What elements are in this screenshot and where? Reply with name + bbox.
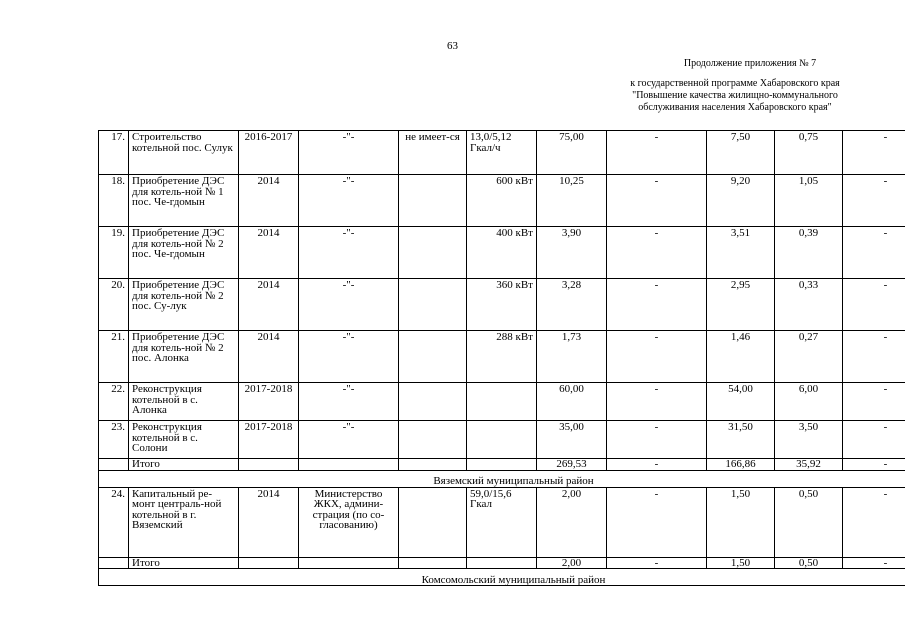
federal-budget: - <box>607 175 707 227</box>
capacity <box>467 421 537 459</box>
executor: -"- <box>299 331 399 383</box>
total-amount: 35,00 <box>537 421 607 459</box>
total-amount: 2,00 <box>537 487 607 557</box>
design-documentation <box>399 175 467 227</box>
total-label: Итого <box>129 557 239 569</box>
local-budget: 1,05 <box>775 175 843 227</box>
local-budget: 0,27 <box>775 331 843 383</box>
local-budget: 0,75 <box>775 131 843 175</box>
regional-budget: 2,95 <box>707 279 775 331</box>
federal-budget: - <box>607 131 707 175</box>
local-budget: 3,50 <box>775 421 843 459</box>
regional-budget: 1,50 <box>707 557 775 569</box>
appendix-line-3: обслуживания населения Хабаровского края" <box>638 102 832 113</box>
section-row <box>99 569 905 586</box>
object-name: Реконструкция котельной в с. Алонка <box>129 383 239 421</box>
implementation-years: 2014 <box>239 487 299 557</box>
federal-budget: - <box>607 421 707 459</box>
design-documentation <box>399 331 467 383</box>
federal-budget: - <box>607 383 707 421</box>
table-row <box>99 331 905 383</box>
local-budget: 0,50 <box>775 557 843 569</box>
local-budget: 35,92 <box>775 459 843 471</box>
total-amount: 60,00 <box>537 383 607 421</box>
executor: -"- <box>299 227 399 279</box>
local-budget: 0,50 <box>775 487 843 557</box>
table-row <box>99 175 905 227</box>
regional-budget: 54,00 <box>707 383 775 421</box>
implementation-years: 2017-2018 <box>239 383 299 421</box>
other-sources: - <box>843 557 905 569</box>
design-documentation <box>399 279 467 331</box>
row-number: 20. <box>99 279 129 331</box>
object-name: Капитальный ре-монт централь-ной котельной в г. Вяземский <box>129 487 239 557</box>
capacity: 360 кВт <box>467 279 537 331</box>
capacity: 288 кВт <box>467 331 537 383</box>
implementation-years: 2016-2017 <box>239 131 299 175</box>
regional-budget: 1,46 <box>707 331 775 383</box>
executor: Министерство ЖКХ, админи-страция (по со-гласованию) <box>299 487 399 557</box>
federal-budget: - <box>607 227 707 279</box>
section-row <box>99 470 905 487</box>
federal-budget: - <box>607 331 707 383</box>
other-sources: - <box>843 175 905 227</box>
local-budget: 0,33 <box>775 279 843 331</box>
design-documentation <box>399 487 467 557</box>
implementation-years: 2014 <box>239 175 299 227</box>
object-name: Приобретение ДЭС для котель-ной № 2 пос. Че-гдомын <box>129 227 239 279</box>
row-number: 19. <box>99 227 129 279</box>
row-number: 24. <box>99 487 129 557</box>
capacity: 59,0/15,6 Гкал <box>467 487 537 557</box>
appendix-continuation: Продолжение приложения № 7 <box>683 58 817 69</box>
program-table <box>98 130 905 586</box>
table-row <box>99 421 905 459</box>
object-name: Приобретение ДЭС для котель-ной № 2 пос. Алонка <box>129 331 239 383</box>
other-sources: - <box>843 331 905 383</box>
local-budget: 6,00 <box>775 383 843 421</box>
total-row <box>99 459 905 471</box>
other-sources: - <box>843 459 905 471</box>
design-documentation <box>399 421 467 459</box>
executor: -"- <box>299 131 399 175</box>
object-name: Реконструкция котельной в с. Солони <box>129 421 239 459</box>
other-sources: - <box>843 383 905 421</box>
total-label: Итого <box>129 459 239 471</box>
object-name: Строительство котельной пос. Сулук <box>129 131 239 175</box>
other-sources: - <box>843 227 905 279</box>
federal-budget: - <box>607 279 707 331</box>
table-body <box>99 131 905 586</box>
row-number: 22. <box>99 383 129 421</box>
federal-budget: - <box>607 487 707 557</box>
row-number: 17. <box>99 131 129 175</box>
other-sources: - <box>843 279 905 331</box>
total-amount: 75,00 <box>537 131 607 175</box>
implementation-years: 2014 <box>239 227 299 279</box>
executor: -"- <box>299 279 399 331</box>
other-sources: - <box>843 421 905 459</box>
row-number: 23. <box>99 421 129 459</box>
design-documentation <box>399 227 467 279</box>
implementation-years: 2014 <box>239 279 299 331</box>
table-row <box>99 279 905 331</box>
appendix-line-2: "Повышение качества жилищно-коммунального <box>632 90 838 101</box>
design-documentation: не имеет-ся <box>399 131 467 175</box>
capacity: 600 кВт <box>467 175 537 227</box>
row-number: 21. <box>99 331 129 383</box>
federal-budget: - <box>607 459 707 471</box>
table-row <box>99 487 905 557</box>
table-row <box>99 227 905 279</box>
total-amount: 10,25 <box>537 175 607 227</box>
object-name: Приобретение ДЭС для котель-ной № 1 пос. Че-гдомын <box>129 175 239 227</box>
other-sources: - <box>843 131 905 175</box>
district-heading: Комсомольский муниципальный район <box>99 569 905 586</box>
capacity: 13,0/5,12 Гкал/ч <box>467 131 537 175</box>
total-amount: 2,00 <box>537 557 607 569</box>
federal-budget: - <box>607 557 707 569</box>
object-name: Приобретение ДЭС для котель-ной № 2 пос. Су-лук <box>129 279 239 331</box>
executor: -"- <box>299 383 399 421</box>
row-number: 18. <box>99 175 129 227</box>
regional-budget: 7,50 <box>707 131 775 175</box>
other-sources: - <box>843 487 905 557</box>
executor: -"- <box>299 421 399 459</box>
implementation-years: 2017-2018 <box>239 421 299 459</box>
capacity: 400 кВт <box>467 227 537 279</box>
regional-budget: 9,20 <box>707 175 775 227</box>
regional-budget: 166,86 <box>707 459 775 471</box>
table-row <box>99 383 905 421</box>
local-budget: 0,39 <box>775 227 843 279</box>
appendix-header <box>585 58 885 114</box>
total-amount: 269,53 <box>537 459 607 471</box>
district-heading: Вяземский муниципальный район <box>99 470 905 487</box>
capacity <box>467 383 537 421</box>
regional-budget: 1,50 <box>707 487 775 557</box>
regional-budget: 31,50 <box>707 421 775 459</box>
total-amount: 3,90 <box>537 227 607 279</box>
total-amount: 3,28 <box>537 279 607 331</box>
implementation-years: 2014 <box>239 331 299 383</box>
design-documentation <box>399 383 467 421</box>
total-amount: 1,73 <box>537 331 607 383</box>
total-row <box>99 557 905 569</box>
page-number: 63 <box>447 40 458 52</box>
executor: -"- <box>299 175 399 227</box>
appendix-line-1: к государственной программе Хабаровского края <box>630 78 840 89</box>
table-row <box>99 131 905 175</box>
regional-budget: 3,51 <box>707 227 775 279</box>
